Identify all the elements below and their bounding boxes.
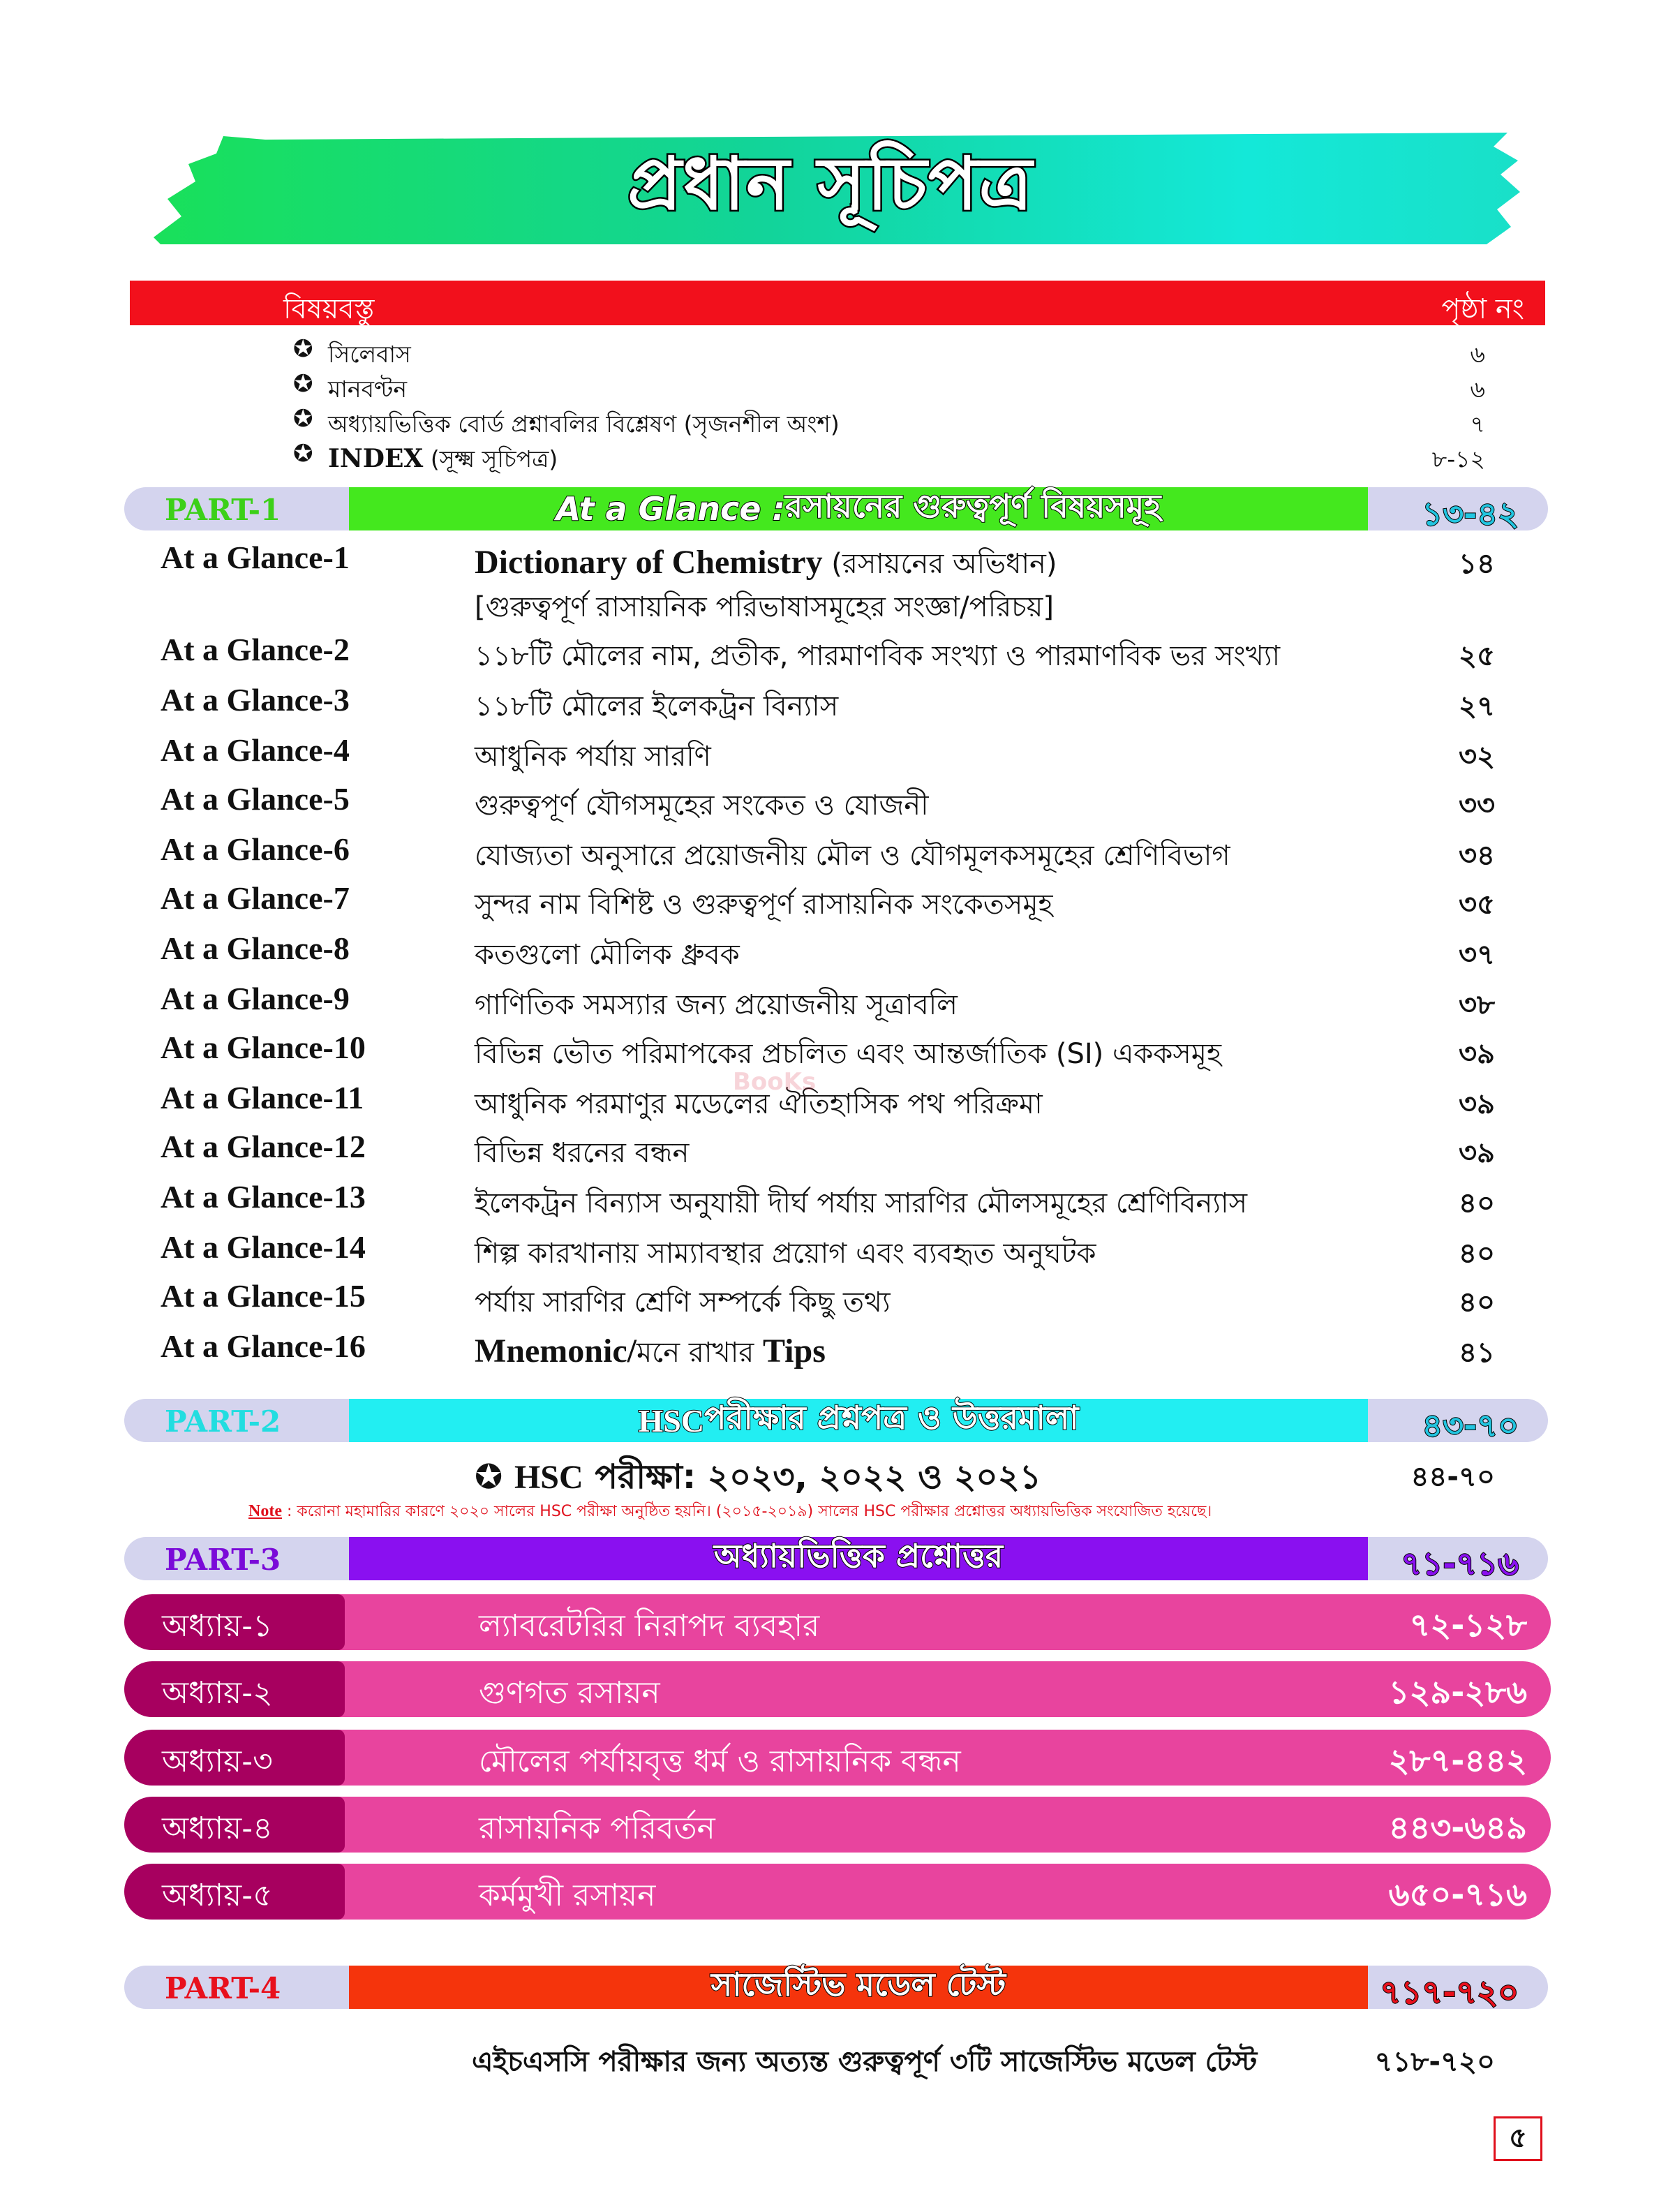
item-text: সিলেবাস (328, 341, 411, 368)
part-title: অধ্যায়ভিত্তিক প্রশ্নোত্তর (349, 1537, 1368, 1580)
at-a-glance-row (0, 780, 1675, 831)
model-test-page: ৭১৮-৭২০ (1374, 2046, 1495, 2078)
at-a-glance-row (0, 1079, 1675, 1129)
at-a-glance-page: ৪০ (1459, 1187, 1495, 1219)
at-a-glance-row (0, 1029, 1675, 1079)
at-a-glance-row (0, 930, 1675, 980)
star-in-circle-icon: ✪ (293, 405, 313, 433)
at-a-glance-title (475, 882, 1053, 929)
star-in-circle-icon: ✪ (293, 335, 313, 363)
chapter-title: ল্যাবরেটরির নিরাপদ ব্যবহার (479, 1608, 820, 1644)
at-a-glance-key: At a Glance-10 (161, 1030, 366, 1065)
at-a-glance-key: At a Glance-8 (161, 930, 350, 966)
at-a-glance-page: ২৭ (1458, 690, 1495, 722)
at-a-glance-row (0, 1229, 1675, 1279)
chapter-key: অধ্যায়-১ (162, 1608, 273, 1644)
title-bn: (রসায়নের অভিধান) (822, 548, 1057, 580)
chapter-page: ২৮৭-৪৪২ (1388, 1742, 1527, 1779)
title-bn: ১১৮টি মৌলের নাম, প্রতীক, পারমাণবিক সংখ্যা ও পারমাণবিক ভর সংখ্যা (475, 640, 1281, 672)
chapter-bar (166, 1864, 1551, 1920)
at-a-glance-title (475, 1131, 689, 1178)
at-a-glance-page: ৩৮ (1459, 989, 1495, 1021)
part-range: ৭১-৭১৬ (1401, 1545, 1519, 1582)
part-range: ৭১৭-৭২০ (1380, 1973, 1519, 2011)
chapter-bar (166, 1594, 1551, 1650)
title-bn: মনে রাখার (636, 1337, 764, 1369)
part-title-bn: রসায়নের গুরুত্বপূর্ণ বিষয়সমূহ (784, 487, 1161, 525)
at-a-glance-title (475, 1280, 891, 1327)
at-a-glance-key: At a Glance-3 (161, 682, 350, 718)
at-a-glance-key: At a Glance-13 (161, 1179, 366, 1215)
at-a-glance-key: At a Glance-2 (161, 632, 350, 667)
chapter-bar (166, 1661, 1551, 1717)
title-en: Dictionary of Chemistry (475, 544, 823, 581)
at-a-glance-row (0, 1328, 1675, 1378)
page-number: ৫ (1494, 2116, 1542, 2161)
at-a-glance-key: At a Glance-14 (161, 1229, 366, 1265)
at-a-glance-key: At a Glance-9 (161, 981, 350, 1016)
chapter-title: কর্মমুখী রসায়ন (479, 1878, 656, 1913)
at-a-glance-title (475, 1181, 1247, 1228)
chapter-row (124, 1661, 1551, 1717)
note (248, 1499, 1435, 1525)
item-page: ৬ (1470, 376, 1485, 403)
at-a-glance-page: ৩৯ (1459, 1137, 1495, 1169)
chapter-title: মৌলের পর্যায়বৃত্ত ধর্ম ও রাসায়নিক বন্ধন (479, 1744, 961, 1779)
title-bn: গাণিতিক সমস্যার জন্য প্রয়োজনীয় সূত্রাবলি (475, 989, 958, 1021)
hsc-years: পরীক্ষা: ২০২৩, ২০২২ ও ২০২১ (583, 1457, 1041, 1497)
at-a-glance-page: ৩৯ (1459, 1088, 1495, 1120)
star-in-circle-icon: ✪ (475, 1457, 503, 1497)
at-a-glance-row (0, 539, 1675, 589)
at-a-glance-title (475, 1032, 1221, 1078)
at-a-glance-key: At a Glance-12 (161, 1129, 366, 1164)
chapter-row (124, 1797, 1551, 1853)
at-a-glance-title (475, 783, 929, 830)
index-label: INDEX (328, 444, 424, 473)
at-a-glance-key: At a Glance-7 (161, 880, 350, 916)
at-a-glance-title (475, 983, 958, 1030)
list-item (0, 405, 1675, 441)
chapter-row (124, 1594, 1551, 1650)
note-text: : করোনা মহামারির কারণে ২০২০ সালের HSC পরীক্ষা অনুষ্ঠিত হয়নি। (২০১৫-২০১৯) সালের HSC পরীক্ষার প্রশ্নোত্তর অধ্যায়ভিত্তিক সংযোজিত হয়েছে। (281, 1503, 1212, 1520)
at-a-glance-title (475, 1231, 1096, 1278)
at-a-glance-page: ৩৪ (1459, 840, 1495, 872)
part-title: সাজেস্টিভ মডেল টেস্ট (349, 1966, 1368, 2009)
part-title-en: HSC (638, 1402, 705, 1439)
chapter-row (124, 1730, 1551, 1786)
at-a-glance-page: ৪০ (1459, 1238, 1495, 1270)
at-a-glance-row (0, 631, 1675, 681)
title-en: Mnemonic/ (475, 1333, 636, 1369)
at-a-glance-key: At a Glance-6 (161, 831, 350, 867)
part-4-bar (124, 1966, 1548, 2009)
chapter-row (124, 1864, 1551, 1920)
at-a-glance-page: ৩৯ (1459, 1038, 1495, 1070)
hsc-label: HSC (514, 1459, 583, 1496)
title-bn: ১১৮টি মৌলের ইলেকট্রন বিন্যাস (475, 690, 839, 722)
at-a-glance-row (0, 980, 1675, 1030)
at-a-glance-page: ৩৩ (1458, 789, 1495, 822)
part-title (349, 1399, 1368, 1442)
at-a-glance-key: At a Glance-5 (161, 781, 350, 817)
item-text: মানবণ্টন (328, 376, 408, 403)
title-bn: পর্যায় সারণির শ্রেণি সম্পর্কে কিছু তথ্য (475, 1286, 891, 1319)
title-bn: ইলেকট্রন বিন্যাস অনুযায়ী দীর্ঘ পর্যায় সারণির মৌলসমূহের শ্রেণিবিন্যাস (475, 1187, 1248, 1219)
note-label: Note (248, 1502, 282, 1520)
title-bn: আধুনিক পর্যায় সারণি (475, 741, 711, 773)
chapter-page: ৬৫০-৭১৬ (1388, 1876, 1527, 1913)
chapter-key: অধ্যায়-৫ (162, 1878, 273, 1913)
item-page: ৭ (1470, 410, 1485, 438)
at-a-glance-page: ৩৭ (1458, 939, 1495, 971)
title-bn: বিভিন্ন ধরনের বন্ধন (475, 1137, 690, 1169)
at-a-glance-row (0, 681, 1675, 732)
at-a-glance-key: At a Glance-15 (161, 1278, 366, 1314)
part-range: ১৩-৪২ (1422, 495, 1519, 533)
at-a-glance-title (475, 734, 711, 781)
header-page-label: পৃষ্ঠা নং (1441, 293, 1524, 325)
at-a-glance-title (475, 684, 838, 731)
at-a-glance-key: At a Glance-11 (161, 1080, 364, 1115)
part-label: PART-4 (165, 1971, 281, 2005)
list-item (0, 440, 1675, 476)
part-range: ৪৩-৭০ (1422, 1406, 1519, 1444)
part-label: PART-1 (165, 493, 281, 527)
at-a-glance-page: ৪১ (1459, 1337, 1495, 1369)
star-in-circle-icon: ✪ (293, 370, 313, 398)
title-bn: শিল্প কারখানায় সাম্যাবস্থার প্রয়োগ এবং ব্যবহৃত অনুঘটক (475, 1238, 1096, 1270)
at-a-glance-title (475, 833, 1230, 880)
chapter-page: ৪৪৩-৬৪৯ (1388, 1809, 1527, 1846)
at-a-glance-title (475, 1330, 826, 1377)
at-a-glance-row (0, 879, 1675, 930)
chapter-title: রাসায়নিক পরিবর্তন (479, 1811, 715, 1846)
item-page: ৮-১২ (1431, 445, 1485, 473)
at-a-glance-row (0, 1277, 1675, 1328)
table-header (130, 281, 1545, 325)
title-bn: আধুনিক পরমাণুর মডেলের ঐতিহাসিক পথ পরিক্রমা (475, 1088, 1043, 1120)
watermark: BooKs (733, 1068, 817, 1096)
at-a-glance-1-subtitle: [গুরুত্বপূর্ণ রাসায়নিক পরিভাষাসমূহের সংজ্ঞা/পরিচয়] (475, 591, 1054, 623)
at-a-glance-row (0, 732, 1675, 782)
item-text: অধ্যায়ভিত্তিক বোর্ড প্রশ্নাবলির বিশ্লেষণ (সৃজনশীল অংশ) (328, 410, 840, 438)
title-bn: কতগুলো মৌলিক ধ্রুবক (475, 939, 740, 971)
chapter-key: অধ্যায়-২ (162, 1675, 273, 1711)
page-title: প্রধান সূচিপত্র (627, 141, 1034, 226)
chapter-key: অধ্যায়-৪ (162, 1811, 273, 1846)
item-page: ৬ (1470, 341, 1485, 368)
at-a-glance-row (0, 1178, 1675, 1229)
at-a-glance-page: ১৪ (1459, 548, 1495, 580)
at-a-glance-title (475, 933, 740, 979)
chapter-page: ৭২-১২৮ (1409, 1606, 1527, 1644)
at-a-glance-page: ৩২ (1458, 741, 1495, 773)
part-title-en: At a Glance : (556, 490, 785, 528)
hsc-page: ৪৪-৭০ (1410, 1461, 1495, 1493)
at-a-glance-key: At a Glance-16 (161, 1328, 366, 1364)
list-item (0, 335, 1675, 371)
part-label: PART-3 (165, 1543, 281, 1577)
title-en-2: Tips (763, 1333, 826, 1369)
header-contents-label: বিষয়বস্তু (283, 293, 375, 325)
list-item (0, 370, 1675, 406)
at-a-glance-row (0, 831, 1675, 881)
chapter-key: অধ্যায়-৩ (162, 1744, 273, 1779)
at-a-glance-page: ৩৫ (1459, 889, 1495, 921)
at-a-glance-title (475, 634, 1280, 681)
part-label: PART-2 (165, 1404, 281, 1439)
at-a-glance-key: At a Glance-1 (161, 540, 350, 575)
part-3-bar (124, 1537, 1548, 1580)
at-a-glance-page: ৪০ (1459, 1286, 1495, 1319)
chapter-page: ১২৯-২৮৬ (1388, 1673, 1527, 1711)
chapter-bar (166, 1797, 1551, 1853)
title-bn: গুরুত্বপূর্ণ যৌগসমূহের সংকেত ও যোজনী (475, 789, 929, 822)
at-a-glance-key: At a Glance-4 (161, 732, 350, 768)
title-bn: যোজ্যতা অনুসারে প্রয়োজনীয় মৌল ও যৌগমূলকসমূহের শ্রেণিবিভাগ (475, 840, 1230, 872)
at-a-glance-page: ২৫ (1459, 640, 1495, 672)
title-bn: বিভিন্ন ভৌত পরিমাপকের প্রচলিত এবং আন্তর্জাতিক (SI) এককসমূহ (475, 1038, 1222, 1070)
index-sub: (সূক্ষ্ম সূচিপত্র) (423, 445, 558, 473)
star-in-circle-icon: ✪ (293, 440, 313, 468)
title-bn: সুন্দর নাম বিশিষ্ট ও গুরুত্বপূর্ণ রাসায়নিক সংকেতসমূহ (475, 889, 1053, 921)
part-2-bar (124, 1399, 1548, 1442)
chapter-title: গুণগত রসায়ন (479, 1675, 660, 1711)
at-a-glance-title (475, 542, 1057, 588)
model-test-line: এইচএসসি পরীক্ষার জন্য অত্যন্ত গুরুত্বপূর্ণ ৩টি সাজেস্টিভ মডেল টেস্ট (472, 2046, 1258, 2078)
part-title-bn: পরীক্ষার প্রশ্নপত্র ও উত্তরমালা (704, 1399, 1079, 1437)
at-a-glance-row (0, 1128, 1675, 1178)
item-text (328, 441, 558, 480)
part-1-bar (124, 487, 1548, 533)
part-title (349, 487, 1368, 530)
